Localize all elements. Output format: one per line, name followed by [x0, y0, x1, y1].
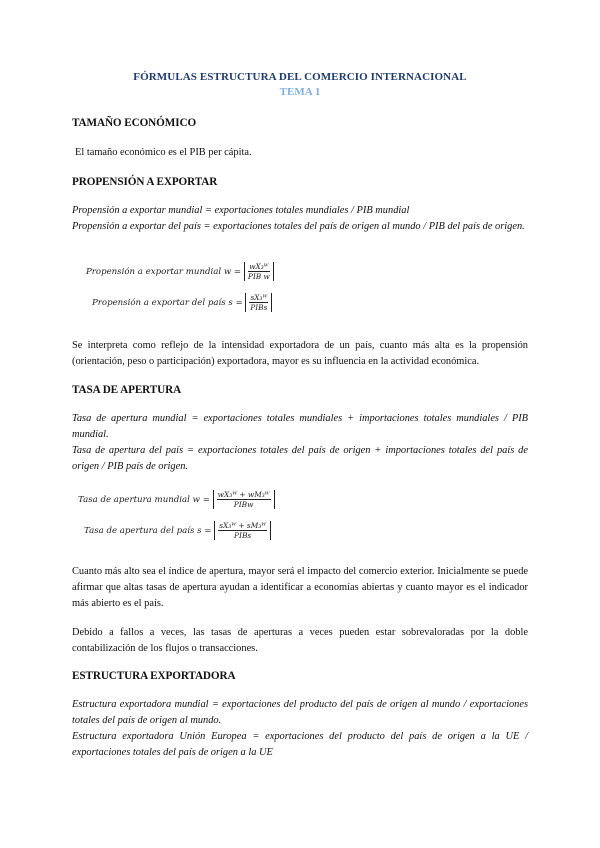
- formula-fraction: [213, 490, 275, 509]
- definition-estructura-mundial: Estructura exportadora mundial = exportaciones del producto del país de origen al mundo / exportaciones totales del país de origen al mundo.: [72, 699, 528, 726]
- heading-tasa-apertura: TASA DE APERTURA: [72, 384, 182, 396]
- definition-propension-mundial: Propensión a exportar mundial = exportaciones totales mundiales / PIB mundial: [72, 205, 410, 216]
- formula-label: Propensión a exportar del país s =: [92, 298, 243, 308]
- definition-apertura-pais: Tasa de apertura del país = exportaciones totales del país de origen + importaciones totales del país de origen / PIB país de origen.: [72, 445, 528, 472]
- paragraph-apertura-2: Debido a fallos a veces, las tasas de aperturas a veces pueden estar sobrevaloradas por la doble contabilización de los flujos o transacciones.: [72, 627, 528, 654]
- formula-propension-pais: [92, 293, 272, 312]
- heading-propension-exportar: PROPENSIÓN A EXPORTAR: [72, 176, 218, 188]
- formula-apertura-mundial: [78, 490, 275, 509]
- formula-numerator: wX₃ᵂ + wM₃ᵂ: [217, 490, 270, 499]
- paragraph-apertura-1: Cuanto más alto sea el índice de apertura, mayor será el impacto del comercio exterior. Inicialmente se puede afirmar que altas tasas de apertura ayudan a identificar a economías abiertas y cuanto mayor es el indicador más abierto es el país.: [72, 566, 528, 609]
- heading-estructura-exportadora: ESTRUCTURA EXPORTADORA: [72, 670, 236, 682]
- heading-tamano-economico: TAMAÑO ECONÓMICO: [72, 117, 197, 129]
- formula-numerator: wX₃ᵂ: [249, 262, 269, 271]
- definition-estructura-ue: Estructura exportadora Unión Europea = exportaciones del producto del país de origen a la UE / exportaciones totales del país de origen a la UE: [72, 731, 528, 758]
- document-title: FÓRMULAS ESTRUCTURA DEL COMERCIO INTERNACIONAL: [133, 71, 467, 83]
- formula-denominator: PIB w: [247, 272, 270, 281]
- formula-fraction: [214, 521, 271, 540]
- formula-label: Propensión a exportar mundial w =: [86, 267, 242, 277]
- formula-fraction: [244, 262, 274, 281]
- definition-apertura-mundial: Tasa de apertura mundial = exportaciones totales mundiales + importaciones totales mundiales / PIB mundial.: [72, 413, 528, 440]
- formula-denominator: PIBs: [250, 303, 268, 312]
- formula-label: Tasa de apertura del país s =: [84, 526, 212, 536]
- formula-denominator: PIBs: [234, 531, 252, 540]
- definition-propension-pais: Propensión a exportar del país = exportaciones totales del país de origen al mundo / PIB del país de origen.: [72, 221, 525, 232]
- formula-label: Tasa de apertura mundial w =: [78, 495, 210, 505]
- paragraph-propension: Se interpreta como reflejo de la intensidad exportadora de un país, cuanto más alta es la propensión (orientación, peso o participación) exportadora, mayor es su influencia en la actividad económica.: [72, 340, 528, 367]
- formula-denominator: PIBw: [233, 500, 254, 509]
- formula-propension-mundial: [86, 262, 274, 281]
- formula-numerator: sX₃ᵂ: [250, 293, 268, 302]
- formula-apertura-pais: [84, 521, 271, 540]
- document-subtitle: TEMA 1: [279, 86, 321, 98]
- formula-numerator: sX₃ᵂ + sM₃ᵂ: [219, 521, 267, 530]
- paragraph-tamano-economico: El tamaño económico es el PIB per cápita.: [75, 147, 252, 158]
- formula-fraction: [245, 293, 272, 312]
